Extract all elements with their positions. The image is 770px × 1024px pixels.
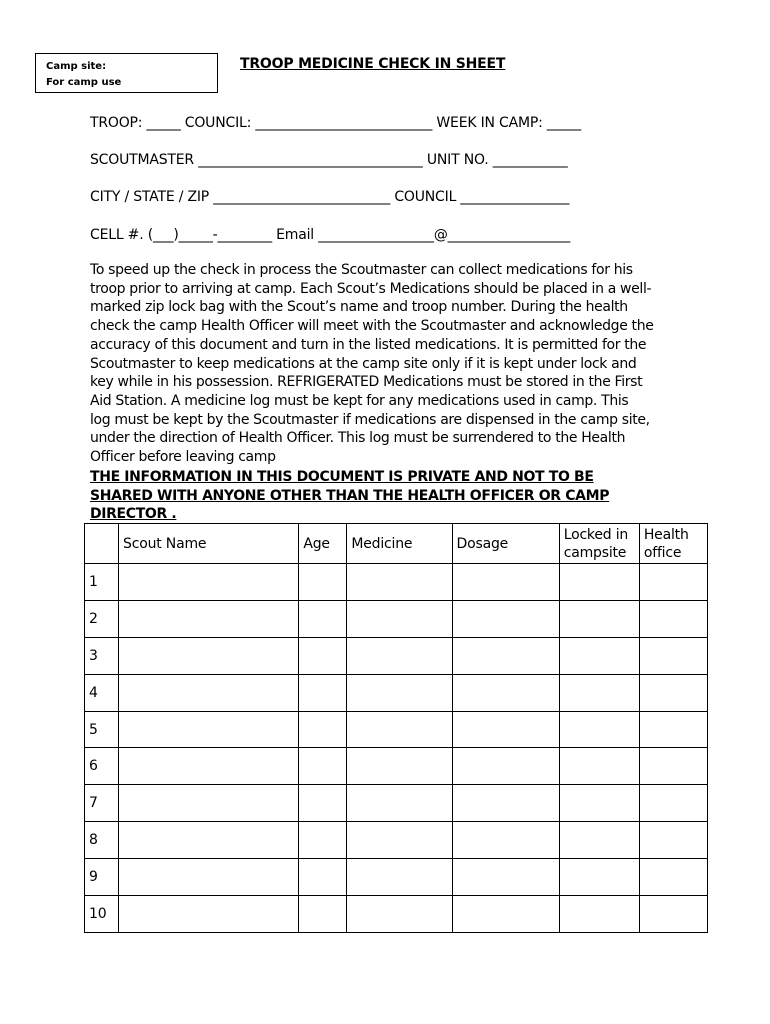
cell-locked[interactable] — [559, 822, 639, 859]
paragraph-line: under the direction of Health Officer. This log must be surrendered to the Health — [90, 430, 626, 447]
cell-dosage[interactable] — [452, 859, 559, 896]
paragraph-line: accuracy of this document and turn in the listed medications. It is permitted for the — [90, 336, 647, 353]
paragraph-line: marked zip lock bag with the Scout’s name and troop number. During the health — [90, 299, 628, 316]
cell-health-office[interactable] — [639, 859, 707, 896]
cell-email-line: CELL #. (___)_____-________ Email _________________@__________________ — [90, 227, 571, 243]
table-row — [85, 859, 708, 896]
table-row — [85, 785, 708, 822]
header-scout-name: Scout Name — [119, 524, 299, 564]
camp-site-box — [35, 53, 218, 93]
cell-scout-name[interactable] — [119, 785, 299, 822]
cell-dosage[interactable] — [452, 785, 559, 822]
paragraph-line: To speed up the check in process the Scoutmaster can collect medications for his — [90, 262, 633, 278]
cell-age[interactable] — [299, 674, 347, 711]
cell-health-office[interactable] — [639, 785, 707, 822]
cell-scout-name[interactable] — [119, 637, 299, 674]
row-number: 9 — [85, 859, 119, 896]
row-number: 10 — [85, 896, 119, 933]
paragraph-line: log must be kept by the Scoutmaster if medications are dispensed in the camp site, — [90, 411, 650, 428]
cell-age[interactable] — [299, 859, 347, 896]
cell-medicine[interactable] — [347, 637, 452, 674]
cell-health-office[interactable] — [639, 711, 707, 748]
cell-age[interactable] — [299, 822, 347, 859]
camp-use-label: For camp use — [46, 77, 122, 88]
city-state-zip-line: CITY / STATE / ZIP __________________________ COUNCIL ________________ — [90, 189, 570, 205]
cell-scout-name[interactable] — [119, 859, 299, 896]
cell-health-office[interactable] — [639, 896, 707, 933]
cell-health-office[interactable] — [639, 748, 707, 785]
header-number — [85, 524, 119, 564]
warning-line: THE INFORMATION IN THIS DOCUMENT IS PRIVATE AND NOT TO BE — [90, 469, 594, 485]
header-medicine: Medicine — [347, 524, 452, 564]
cell-locked[interactable] — [559, 711, 639, 748]
cell-locked[interactable] — [559, 785, 639, 822]
header-locked-line1: Locked in — [563, 526, 629, 543]
table-header-row — [85, 524, 708, 564]
cell-locked[interactable] — [559, 564, 639, 601]
privacy-warning — [90, 468, 609, 524]
cell-age[interactable] — [299, 896, 347, 933]
row-number: 1 — [85, 564, 119, 601]
warning-line: SHARED WITH ANYONE OTHER THAN THE HEALTH OFFICER OR CAMP — [90, 487, 610, 504]
header-health-line2: office — [643, 544, 682, 561]
row-number: 2 — [85, 600, 119, 637]
cell-dosage[interactable] — [452, 896, 559, 933]
cell-scout-name[interactable] — [119, 711, 299, 748]
cell-health-office[interactable] — [639, 674, 707, 711]
cell-locked[interactable] — [559, 637, 639, 674]
cell-dosage[interactable] — [452, 822, 559, 859]
cell-medicine[interactable] — [347, 896, 452, 933]
cell-age[interactable] — [299, 785, 347, 822]
cell-health-office[interactable] — [639, 637, 707, 674]
cell-scout-name[interactable] — [119, 748, 299, 785]
row-number: 3 — [85, 637, 119, 674]
cell-locked[interactable] — [559, 600, 639, 637]
table-row — [85, 748, 708, 785]
cell-health-office[interactable] — [639, 600, 707, 637]
header-locked-in-campsite — [559, 524, 639, 564]
row-number: 4 — [85, 674, 119, 711]
page-title: TROOP MEDICINE CHECK IN SHEET — [240, 56, 506, 72]
cell-medicine[interactable] — [347, 564, 452, 601]
paragraph-line: check the camp Health Officer will meet with the Scoutmaster and acknowledge the — [90, 318, 654, 335]
cell-medicine[interactable] — [347, 600, 452, 637]
cell-scout-name[interactable] — [119, 600, 299, 637]
cell-health-office[interactable] — [639, 564, 707, 601]
header-health-office — [639, 524, 707, 564]
cell-age[interactable] — [299, 564, 347, 601]
cell-age[interactable] — [299, 711, 347, 748]
paragraph-line: Scoutmaster to keep medications at the camp site only if it is kept under lock and — [90, 355, 637, 372]
cell-locked[interactable] — [559, 674, 639, 711]
cell-medicine[interactable] — [347, 748, 452, 785]
cell-health-office[interactable] — [639, 822, 707, 859]
camp-site-label: Camp site: — [46, 61, 107, 72]
cell-medicine[interactable] — [347, 822, 452, 859]
cell-medicine[interactable] — [347, 785, 452, 822]
cell-scout-name[interactable] — [119, 564, 299, 601]
cell-dosage[interactable] — [452, 674, 559, 711]
troop-council-week-line: TROOP: _____ COUNCIL: __________________________ WEEK IN CAMP: _____ — [90, 115, 581, 131]
table-row — [85, 896, 708, 933]
row-number: 7 — [85, 785, 119, 822]
table-row — [85, 637, 708, 674]
cell-dosage[interactable] — [452, 748, 559, 785]
cell-dosage[interactable] — [452, 637, 559, 674]
header-health-line1: Health — [643, 526, 689, 543]
paragraph-line: Aid Station. A medicine log must be kept for any medications used in camp. This — [90, 392, 629, 409]
header-dosage: Dosage — [452, 524, 559, 564]
paragraph-line: key while in his possession. REFRIGERATED Medications must be stored in the First — [90, 374, 643, 391]
paragraph-line: troop prior to arriving at camp. Each Scout’s Medications should be placed in a well- — [90, 280, 652, 297]
cell-age[interactable] — [299, 748, 347, 785]
cell-locked[interactable] — [559, 748, 639, 785]
table-row — [85, 822, 708, 859]
table-row — [85, 600, 708, 637]
table-row — [85, 674, 708, 711]
cell-age[interactable] — [299, 600, 347, 637]
cell-scout-name[interactable] — [119, 674, 299, 711]
cell-dosage[interactable] — [452, 564, 559, 601]
cell-dosage[interactable] — [452, 600, 559, 637]
cell-medicine[interactable] — [347, 711, 452, 748]
instructions-paragraph — [90, 261, 670, 467]
cell-medicine[interactable] — [347, 859, 452, 896]
header-locked-line2: campsite — [563, 544, 627, 561]
cell-locked[interactable] — [559, 859, 639, 896]
table-row — [85, 711, 708, 748]
cell-locked[interactable] — [559, 896, 639, 933]
paragraph-line: Officer before leaving camp — [90, 449, 276, 466]
header-age: Age — [299, 524, 347, 564]
scoutmaster-unit-line: SCOUTMASTER _________________________________ UNIT NO. ___________ — [90, 152, 568, 168]
warning-line: DIRECTOR . — [90, 506, 177, 522]
row-number: 8 — [85, 822, 119, 859]
medicine-table — [84, 523, 708, 933]
row-number: 6 — [85, 748, 119, 785]
row-number: 5 — [85, 711, 119, 748]
cell-dosage[interactable] — [452, 711, 559, 748]
cell-scout-name[interactable] — [119, 896, 299, 933]
cell-medicine[interactable] — [347, 674, 452, 711]
cell-age[interactable] — [299, 637, 347, 674]
table-row — [85, 564, 708, 601]
cell-scout-name[interactable] — [119, 822, 299, 859]
